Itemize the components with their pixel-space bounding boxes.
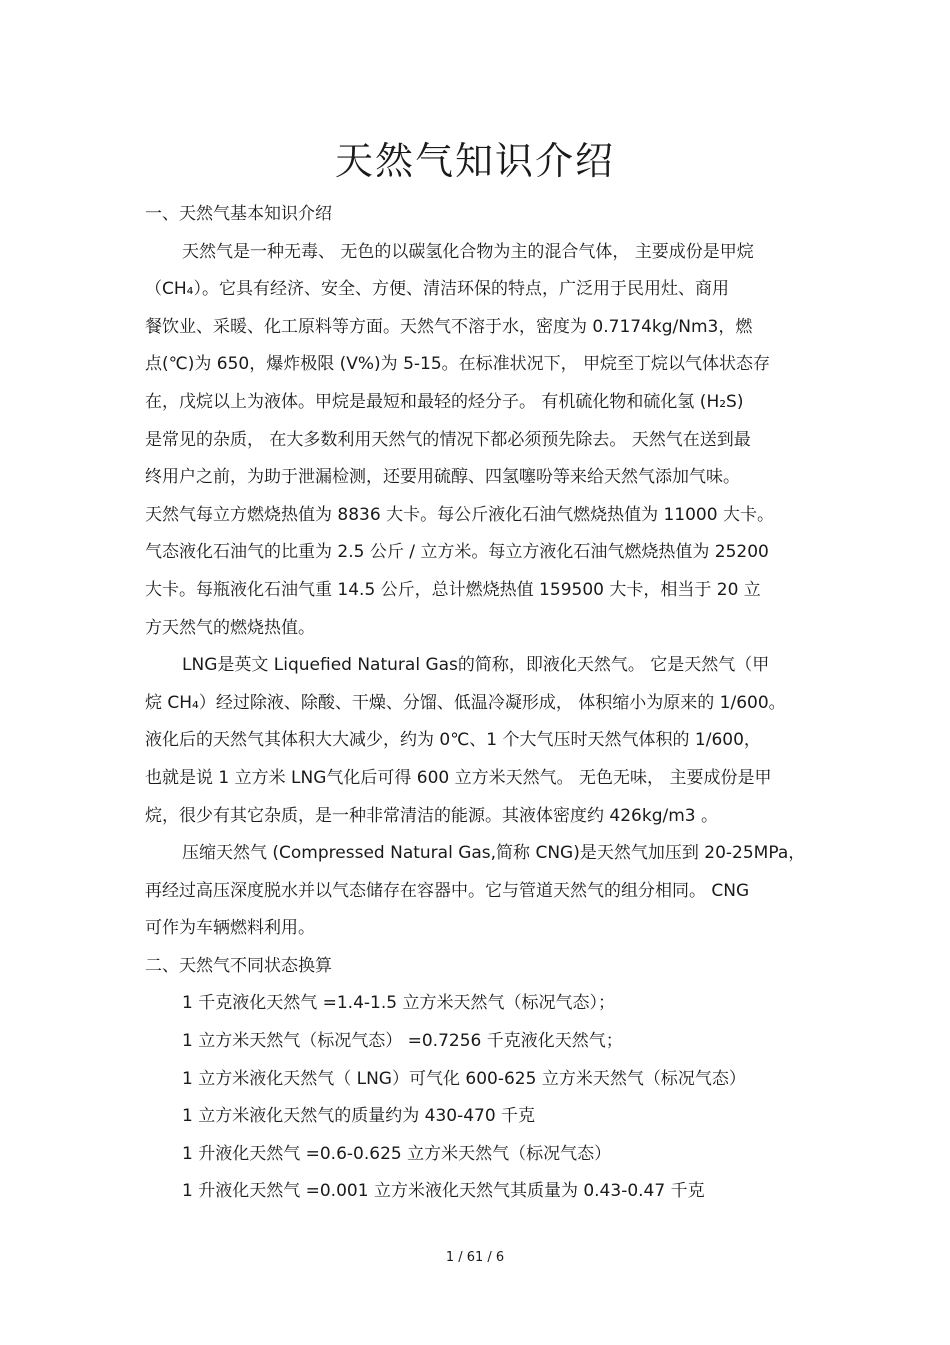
text-line: 点(℃)为 650，爆炸极限 (V%)为 5-15。在标准状况下， 甲烷至丁烷以气体状态存 (145, 354, 771, 375)
text-line: 在，戊烷以上为液体。甲烷是最短和最轻的烃分子。 有机硫化物和硫化氢 (H₂S) (145, 391, 744, 412)
text-line: 烷，很少有其它杂质，是一种非常清洁的能源。其液体密度约 426kg/m3 。 (145, 805, 718, 826)
text-line: 方天然气的燃烧热值。 (145, 617, 315, 638)
text-line: 是常见的杂质， 在大多数利用天然气的情况下都必须预先除去。 天然气在送到最 (145, 429, 751, 450)
text-line: LNG是英文 Liquefied Natural Gas的简称，即液化天然气。 它是天然气（甲 (182, 655, 770, 676)
text-line: 1 千克液化天然气 =1.4-1.5 立方米天然气（标况气态）； (182, 993, 615, 1014)
text-line: 1 升液化天然气 =0.001 立方米液化天然气其质量为 0.43-0.47 千克 (182, 1181, 705, 1202)
page-title: 天然气知识介绍 (334, 139, 615, 183)
text-line: 天然气每立方燃烧热值为 8836 大卡。每公斤液化石油气燃烧热值为 11000 大卡。 (145, 504, 774, 525)
text-line: 餐饮业、采暖、化工原料等方面。天然气不溶于水，密度为 0.7174kg/Nm3，燃 (145, 316, 753, 337)
text-line: 压缩天然气 (Compressed Natural Gas,简称 CNG)是天然气加压到 20-25MPa， (182, 843, 806, 864)
text-line: （CH₄）。它具有经济、安全、方便、清洁环保的特点，广泛用于民用灶、商用 (145, 279, 729, 300)
text-line: 1 升液化天然气 =0.6-0.625 立方米天然气（标况气态） (182, 1143, 612, 1164)
text-line: 可作为车辆燃料利用。 (145, 918, 315, 939)
text-line: 再经过高压深度脱水并以气态储存在容器中。它与管道天然气的组分相同。 CNG (145, 880, 750, 901)
text-line: 气态液化石油气的比重为 2.5 公斤 / 立方米。每立方液化石油气燃烧热值为 25200 (145, 542, 769, 563)
text-line: 一、天然气基本知识介绍 (145, 204, 332, 224)
page-number: 1 / 61 / 6 (445, 1250, 505, 1265)
document-body (145, 196, 810, 1211)
text-line: 液化后的天然气其体积大大减少，约为 0℃、1 个大气压时天然气体积的 1/600， (145, 730, 761, 751)
text-line: 1 立方米液化天然气（ LNG）可气化 600-625 立方米天然气（标况气态） (182, 1068, 746, 1089)
text-line: 也就是说 1 立方米 LNG气化后可得 600 立方米天然气。 无色无味， 主要成份是甲 (145, 767, 772, 788)
text-line: 终用户之前，为助于泄漏检测，还要用硫醇、四氢噻吩等来给天然气添加气味。 (145, 467, 740, 488)
text-line: 二、天然气不同状态换算 (145, 955, 332, 976)
text-line: 1 立方米天然气（标况气态） =0.7256 千克液化天然气； (182, 1031, 623, 1052)
text-line: 天然气是一种无毒、 无色的以碳氢化合物为主的混合气体， 主要成份是甲烷 (182, 241, 754, 262)
text-line: 大卡。每瓶液化石油气重 14.5 公斤，总计燃烧热值 159500 大卡，相当于 20 立 (145, 579, 761, 600)
text-line: 烷 CH₄）经过除液、除酸、干燥、分馏、低温冷凝形成， 体积缩小为原来的 1/600。 (145, 692, 786, 713)
text-line: 1 立方米液化天然气的质量约为 430-470 千克 (182, 1106, 536, 1127)
